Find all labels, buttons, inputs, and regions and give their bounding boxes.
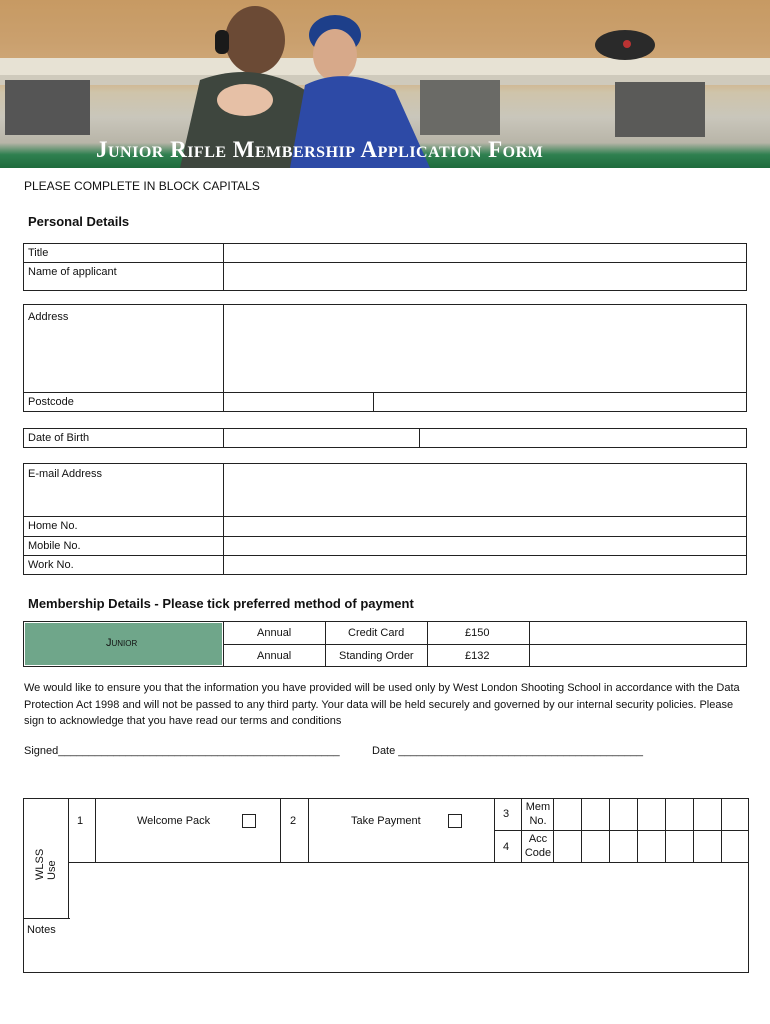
dob-field[interactable] (225, 430, 417, 447)
method-row2: Standing Order (339, 650, 414, 662)
price-row2: £132 (465, 650, 490, 662)
home-label: Home No. (28, 520, 78, 532)
welcome-pack-label: Welcome Pack (137, 815, 211, 827)
title-label: Title (28, 247, 49, 259)
email-label: E-mail Address (28, 468, 102, 480)
take-payment-label: Take Payment (351, 815, 421, 827)
dob-label: Date of Birth (28, 432, 90, 444)
notes-label: Notes (27, 924, 56, 936)
step-1-number: 1 (77, 815, 84, 827)
acc-code-label: Acc Code (524, 833, 552, 859)
form-title: Junior Rifle Membership Application Form (96, 137, 544, 162)
period-row2: Annual (257, 650, 292, 662)
name-field[interactable] (225, 264, 745, 290)
title-field[interactable] (225, 245, 745, 261)
privacy-statement: We would like to ensure you that the information you have provided will be used only by West London Shooting School in accordance with the Data Protection Act 1998 and will not be passed to any third party. Your data will be held securely and governed by our internal security policies. Please sign to acknowledge that you have read our terms and conditions (24, 682, 740, 727)
membership-heading: Membership Details - Please tick preferred method of payment (28, 596, 414, 611)
mobile-label: Mobile No. (28, 540, 81, 552)
instruction-text: PLEASE COMPLETE IN BLOCK CAPITALS (24, 179, 260, 193)
period-row1: Annual (257, 627, 292, 639)
signature-line[interactable]: Signed______________________________________________ (24, 745, 340, 757)
step-4-number: 4 (503, 841, 510, 853)
step-2-number: 2 (290, 815, 297, 827)
price-row1: £150 (465, 627, 490, 639)
address-field[interactable] (225, 306, 745, 391)
mem-no-label: Mem No. (525, 801, 551, 827)
personal-details-heading: Personal Details (28, 214, 130, 229)
step-3-number: 3 (503, 808, 510, 820)
take-payment-checkbox[interactable] (448, 814, 462, 828)
date-line[interactable]: Date ________________________________________ (372, 745, 643, 757)
postcode-label: Postcode (28, 396, 74, 408)
postcode-field[interactable] (225, 394, 371, 411)
mobile-field[interactable] (225, 538, 745, 554)
header-banner (0, 0, 770, 168)
work-label: Work No. (28, 559, 74, 571)
home-field[interactable] (225, 518, 745, 535)
notes-field[interactable] (70, 864, 747, 971)
tick-standing-order[interactable] (531, 646, 745, 665)
welcome-pack-checkbox[interactable] (242, 814, 256, 828)
address-label: Address (28, 311, 69, 323)
email-field[interactable] (225, 465, 745, 515)
name-label: Name of applicant (28, 266, 117, 278)
junior-label: Junior (106, 637, 138, 649)
method-row1: Credit Card (348, 627, 405, 639)
wlss-use-label: WLSS Use (34, 848, 58, 880)
work-field[interactable] (225, 557, 745, 574)
tick-credit-card[interactable] (531, 623, 745, 643)
